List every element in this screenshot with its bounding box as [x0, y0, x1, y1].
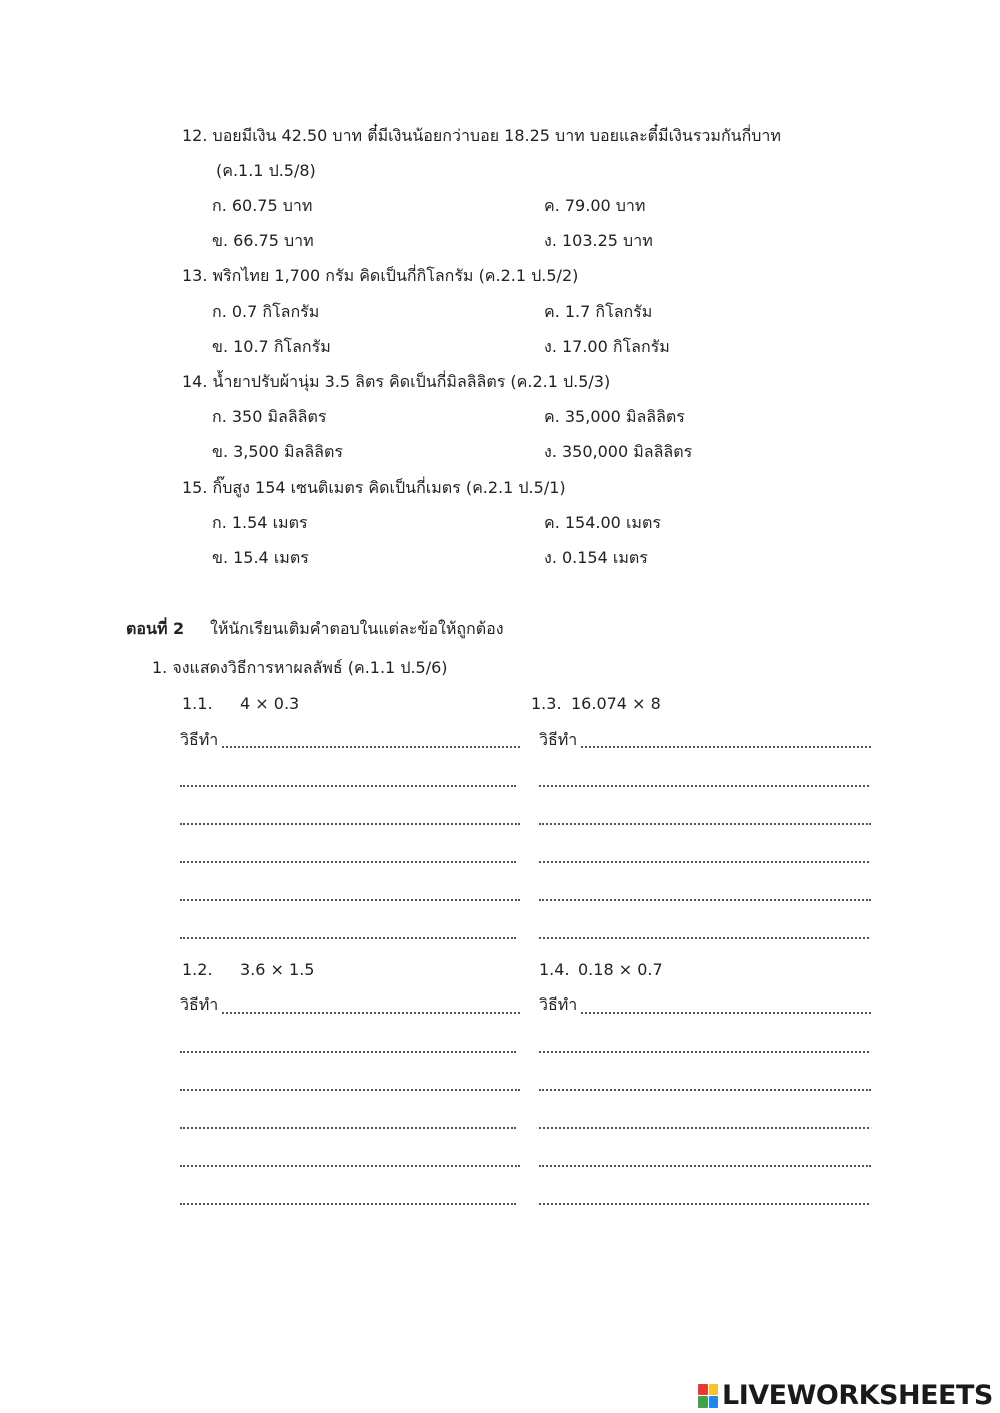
logo-square-blue [709, 1396, 719, 1408]
answer-line-1-4-2[interactable] [539, 1051, 869, 1053]
question-12-choice-b[interactable]: ข. 66.75 บาท [212, 231, 314, 250]
question-15-choice-d[interactable]: ง. 0.154 เมตร [544, 548, 648, 567]
subproblem-1-3-expression: 16.074 × 8 [571, 694, 661, 713]
answer-line-1-4-6[interactable] [539, 1203, 869, 1205]
logo-square-red [698, 1384, 708, 1396]
answer-line-1-3-1[interactable] [581, 746, 871, 748]
answer-line-1-2-3[interactable] [180, 1089, 520, 1091]
logo-square-yellow [709, 1384, 719, 1396]
answer-line-1-4-4[interactable] [539, 1127, 869, 1129]
answer-line-1-3-6[interactable] [539, 937, 869, 939]
answer-line-1-1-5[interactable] [180, 899, 520, 901]
part2-heading: ตอนที่ 2 [126, 619, 185, 638]
liveworksheets-logo-icon [698, 1384, 718, 1408]
question-13-choice-b[interactable]: ข. 10.7 กิโลกรัม [212, 337, 331, 356]
subproblem-1-2-work-label: วิธีทำ [180, 995, 219, 1014]
subproblem-1-1-work-label: วิธีทำ [180, 730, 219, 749]
question-13-choice-c[interactable]: ค. 1.7 กิโลกรัม [544, 302, 653, 321]
answer-line-1-1-3[interactable] [180, 823, 520, 825]
subproblem-1-2-expression: 3.6 × 1.5 [240, 960, 315, 979]
subproblem-1-1-expression: 4 × 0.3 [240, 694, 300, 713]
subproblem-1-4-work-label: วิธีทำ [539, 995, 578, 1014]
answer-line-1-2-1[interactable] [222, 1012, 520, 1014]
answer-line-1-1-1[interactable] [222, 746, 520, 748]
answer-line-1-4-5[interactable] [539, 1165, 871, 1167]
subproblem-1-3-number: 1.3. [531, 694, 562, 713]
question-15-choice-c[interactable]: ค. 154.00 เมตร [544, 513, 661, 532]
question-14-choice-d[interactable]: ง. 350,000 มิลลิลิตร [544, 442, 693, 461]
answer-line-1-3-5[interactable] [539, 899, 871, 901]
liveworksheets-logo [698, 1380, 993, 1411]
answer-line-1-4-1[interactable] [581, 1012, 871, 1014]
answer-line-1-3-3[interactable] [539, 823, 871, 825]
question-13-stem: 13. พริกไทย 1,700 กรัม คิดเป็นกี่กิโลกรัม (ค.2.1 ป.5/2) [182, 266, 579, 285]
question-13-choice-a[interactable]: ก. 0.7 กิโลกรัม [212, 302, 320, 321]
question-14-stem: 14. น้ำยาปรับผ้านุ่ม 3.5 ลิตร คิดเป็นกี่มิลลิลิตร (ค.2.1 ป.5/3) [182, 372, 611, 391]
question-12-choice-c[interactable]: ค. 79.00 บาท [544, 196, 646, 215]
question-15-choice-a[interactable]: ก. 1.54 เมตร [212, 513, 308, 532]
liveworksheets-logo-text: LIVEWORKSHEETS [722, 1380, 993, 1411]
answer-line-1-3-4[interactable] [539, 861, 869, 863]
question-15-stem: 15. กิ๊บสูง 154 เซนติเมตร คิดเป็นกี่เมตร (ค.2.1 ป.5/1) [182, 478, 566, 497]
answer-line-1-2-2[interactable] [180, 1051, 516, 1053]
subproblem-1-1-number: 1.1. [182, 694, 213, 713]
answer-line-1-2-4[interactable] [180, 1127, 516, 1129]
question-14-choice-c[interactable]: ค. 35,000 มิลลิลิตร [544, 407, 685, 426]
subproblem-1-4-expression: 0.18 × 0.7 [578, 960, 663, 979]
subproblem-1-3-work-label: วิธีทำ [539, 730, 578, 749]
answer-line-1-1-6[interactable] [180, 937, 516, 939]
answer-line-1-3-2[interactable] [539, 785, 869, 787]
part2-instruction: ให้นักเรียนเติมคำตอบในแต่ละข้อให้ถูกต้อง [210, 619, 504, 638]
question-14-choice-a[interactable]: ก. 350 มิลลิลิตร [212, 407, 327, 426]
logo-square-green [698, 1396, 708, 1408]
question-13-choice-d[interactable]: ง. 17.00 กิโลกรัม [544, 337, 670, 356]
answer-line-1-4-3[interactable] [539, 1089, 871, 1091]
answer-line-1-2-5[interactable] [180, 1165, 520, 1167]
subproblem-1-2-number: 1.2. [182, 960, 213, 979]
question-12-standard: (ค.1.1 ป.5/8) [216, 161, 316, 180]
answer-line-1-1-2[interactable] [180, 785, 516, 787]
question-12-stem: 12. บอยมีเงิน 42.50 บาท ตี๋มีเงินน้อยกว่าบอย 18.25 บาท บอยและตี๋มีเงินรวมกันกี่บาท [182, 126, 781, 145]
subproblem-1-4-number: 1.4. [539, 960, 570, 979]
question-15-choice-b[interactable]: ข. 15.4 เมตร [212, 548, 309, 567]
question-12-choice-a[interactable]: ก. 60.75 บาท [212, 196, 313, 215]
part2-question-1: 1. จงแสดงวิธีการหาผลลัพธ์ (ค.1.1 ป.5/6) [152, 658, 448, 677]
question-12-choice-d[interactable]: ง. 103.25 บาท [544, 231, 653, 250]
answer-line-1-1-4[interactable] [180, 861, 516, 863]
question-14-choice-b[interactable]: ข. 3,500 มิลลิลิตร [212, 442, 343, 461]
answer-line-1-2-6[interactable] [180, 1203, 516, 1205]
